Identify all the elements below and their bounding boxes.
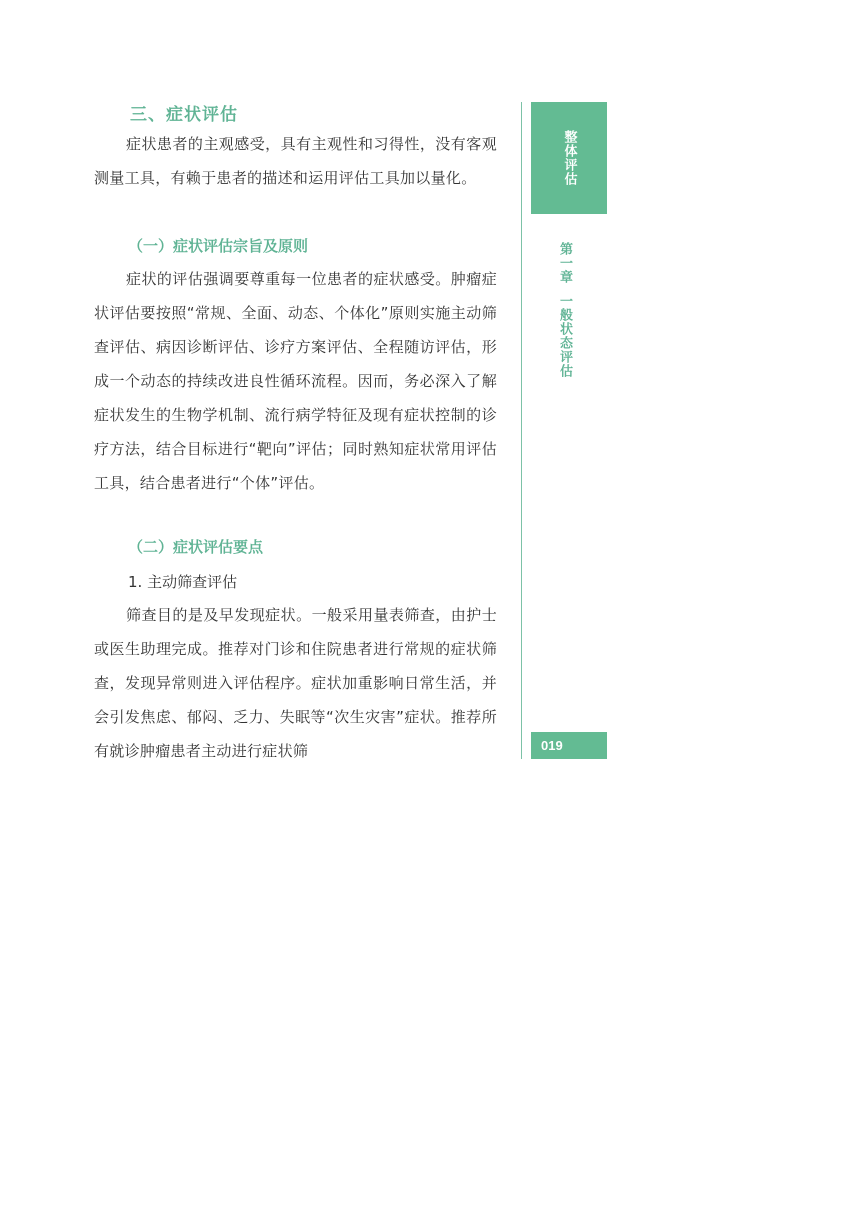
- section-title: 三、症状评估: [130, 105, 238, 125]
- page-number: 019: [531, 732, 607, 759]
- list-item-active-screening: 1. 主动筛查评估: [128, 573, 238, 591]
- paragraph-intro: 症状患者的主观感受，具有主观性和习得性，没有客观测量工具，有赖于患者的描述和运用评估工具加以量化。: [94, 135, 497, 187]
- paragraph-screening: 筛查目的是及早发现症状。一般采用量表筛查，由护士或医生助理完成。推荐对门诊和住院患者进行常规的症状筛查，发现异常则进入评估程序。症状加重影响日常生活，并会引发焦虑、郁闷、乏力、失眠等“次生灾害”症状。推荐所有就诊肿瘤患者主动进行症状筛: [94, 606, 497, 760]
- subhead-principle: （一）症状评估宗旨及原则: [128, 237, 309, 255]
- chapter-number: 第一章: [557, 242, 572, 284]
- part-tab: [531, 102, 607, 214]
- subhead-key-points: （二）症状评估要点: [128, 538, 264, 556]
- chapter-title: 一般状态评估: [557, 294, 572, 378]
- margin-divider: [521, 102, 522, 759]
- paragraph-principle: 症状的评估强调要尊重每一位患者的症状感受。肿瘤症状评估要按照“常规、全面、动态、个体化”原则实施主动筛查评估、病因诊断评估、诊疗方案评估、全程随访评估，形成一个动态的持续改进良性循环流程。因而，务必深入了解症状发生的生物学机制、流行病学特征及现有症状控制的诊疗方法，结合目标进行“靶向”评估；同时熟知症状常用评估工具，结合患者进行“个体”评估。: [94, 270, 497, 492]
- chapter-label: [555, 242, 574, 378]
- part-tab-label: 整体评估: [561, 130, 577, 186]
